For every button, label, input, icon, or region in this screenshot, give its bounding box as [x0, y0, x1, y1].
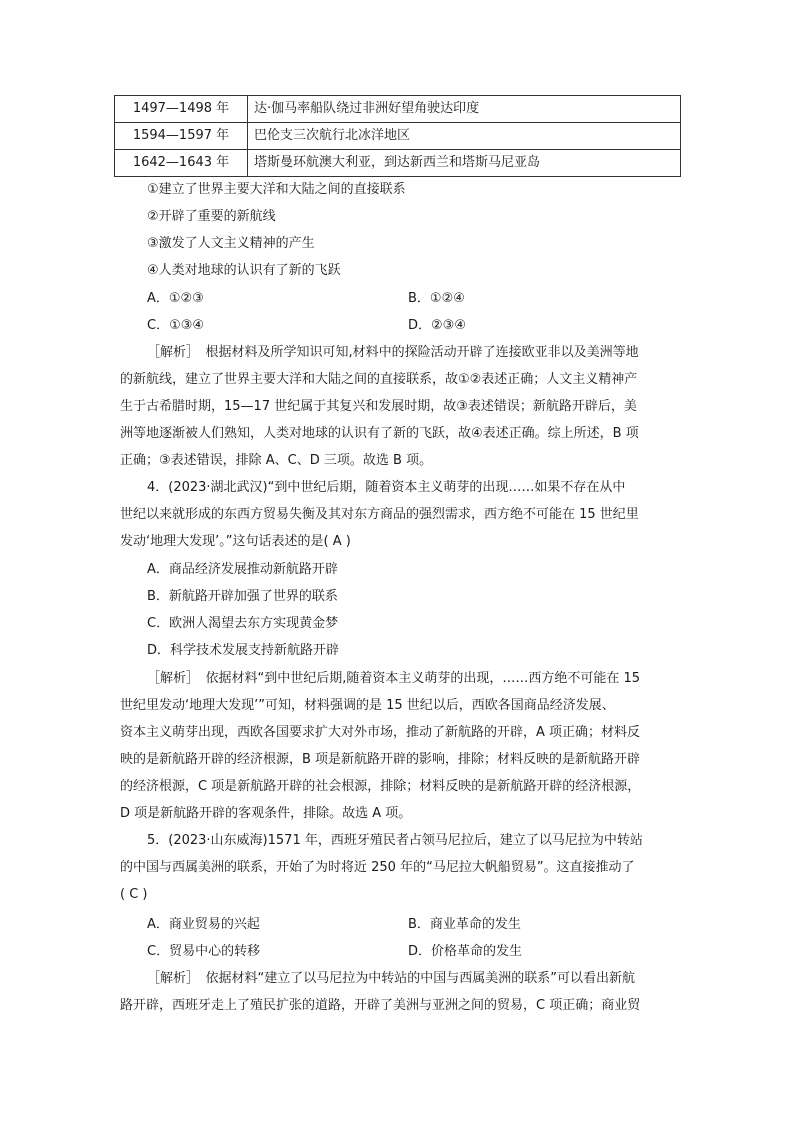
option-b: B．新航路开辟加强了世界的联系	[147, 589, 338, 604]
question-stem: 的中国与西属美洲的联系，开始了为时将近 250 年的“马尼拉大帆船贸易”。这直接推动了	[120, 860, 635, 875]
year-cell: 1497—1498 年	[115, 96, 248, 123]
analysis-line: 世纪里发动‘地理大发现’”可知，材料强调的是 15 世纪以后，西欧各国商品经济发展、	[120, 698, 615, 713]
option-c: C．欧洲人渴望去东方实现黄金梦	[147, 616, 339, 631]
exploration-table	[114, 95, 681, 177]
analysis-line: ［解析］ 依据材料“到中世纪后期,随着资本主义萌芽的出现，……西方绝不可能在 15	[147, 671, 641, 686]
event-cell: 巴伦支三次航行北冰洋地区	[248, 123, 681, 150]
event-cell: 塔斯曼环航澳大利亚，到达新西兰和塔斯马尼亚岛	[248, 150, 681, 177]
analysis-line: 资本主义萌芽出现，西欧各国要求扩大对外市场，推动了新航路的开辟，A 项正确；材料反	[120, 725, 641, 740]
analysis-line: 的经济根源，C 项是新航路开辟的社会根源，排除；材料反映的是新航路开辟的经济根源，	[120, 779, 641, 794]
question-stem: 5．(2023·山东威海)1571 年，西班牙殖民者占领马尼拉后，建立了以马尼拉为中转站	[147, 833, 643, 848]
question-stem: 世纪以来就形成的东西方贸易失衡及其对东方商品的强烈需求，西方绝不可能在 15 世纪里	[120, 507, 639, 522]
year-cell: 1594—1597 年	[115, 123, 248, 150]
analysis-line: ［解析］ 根据材料及所学知识可知,材料中的探险活动开辟了连接欧亚非以及美洲等地	[147, 345, 639, 360]
table-row	[115, 150, 681, 177]
option-a: A．商业贸易的兴起	[147, 917, 260, 932]
option-b: B．①②④	[408, 291, 465, 306]
year-cell: 1642—1643 年	[115, 150, 248, 177]
option-d: D．价格革命的发生	[408, 944, 523, 959]
statement: ①建立了世界主要大洋和大陆之间的直接联系	[147, 182, 406, 197]
analysis-line: 路开辟，西班牙走上了殖民扩张的道路，开辟了美洲与亚洲之间的贸易，C 项正确；商业贸	[120, 998, 641, 1013]
analysis-line: ［解析］ 依据材料“建立了以马尼拉为中转站的中国与西属美洲的联系”可以看出新航	[147, 971, 635, 986]
table-row	[115, 123, 681, 150]
statement: ③激发了人文主义精神的产生	[147, 236, 315, 251]
table-row	[115, 96, 681, 123]
question-stem: 4．(2023·湖北武汉)“到中世纪后期，随着资本主义萌芽的出现……如果不存在从中	[147, 480, 626, 495]
analysis-line: D 项是新航路开辟的客观条件，排除。故选 A 项。	[120, 806, 412, 821]
option-c: C．①③④	[147, 318, 205, 333]
analysis-line: 生于古希腊时期，15—17 世纪属于其复兴和发展时期，故③表述错误；新航路开辟后，美	[120, 399, 637, 414]
statement: ②开辟了重要的新航线	[147, 209, 276, 224]
analysis-line: 正确；③表述错误，排除 A、C、D 三项。故选 B 项。	[120, 453, 433, 468]
statement: ④人类对地球的认识有了新的飞跃	[147, 263, 341, 278]
option-a: A．①②③	[147, 291, 204, 306]
event-cell: 达·伽马率船队绕过非洲好望角驶达印度	[248, 96, 681, 123]
question-stem: 发动‘地理大发现’。”这句话表述的是( A )	[120, 534, 351, 549]
analysis-line: 洲等地逐渐被人们熟知，人类对地球的认识有了新的飞跃，故④表述正确。综上所述，B 项	[120, 426, 639, 441]
question-stem: ( C )	[120, 887, 148, 902]
option-c: C．贸易中心的转移	[147, 944, 261, 959]
analysis-line: 映的是新航路开辟的经济根源，B 项是新航路开辟的影响，排除；材料反映的是新航路开辟	[120, 752, 641, 767]
option-b: B．商业革命的发生	[408, 917, 521, 932]
analysis-line: 的新航线，建立了世界主要大洋和大陆之间的直接联系，故①②表述正确；人文主义精神产	[120, 372, 638, 387]
option-d: D．科学技术发展支持新航路开辟	[147, 643, 340, 658]
option-a: A．商品经济发展推动新航路开辟	[147, 562, 338, 577]
option-d: D．②③④	[408, 318, 466, 333]
